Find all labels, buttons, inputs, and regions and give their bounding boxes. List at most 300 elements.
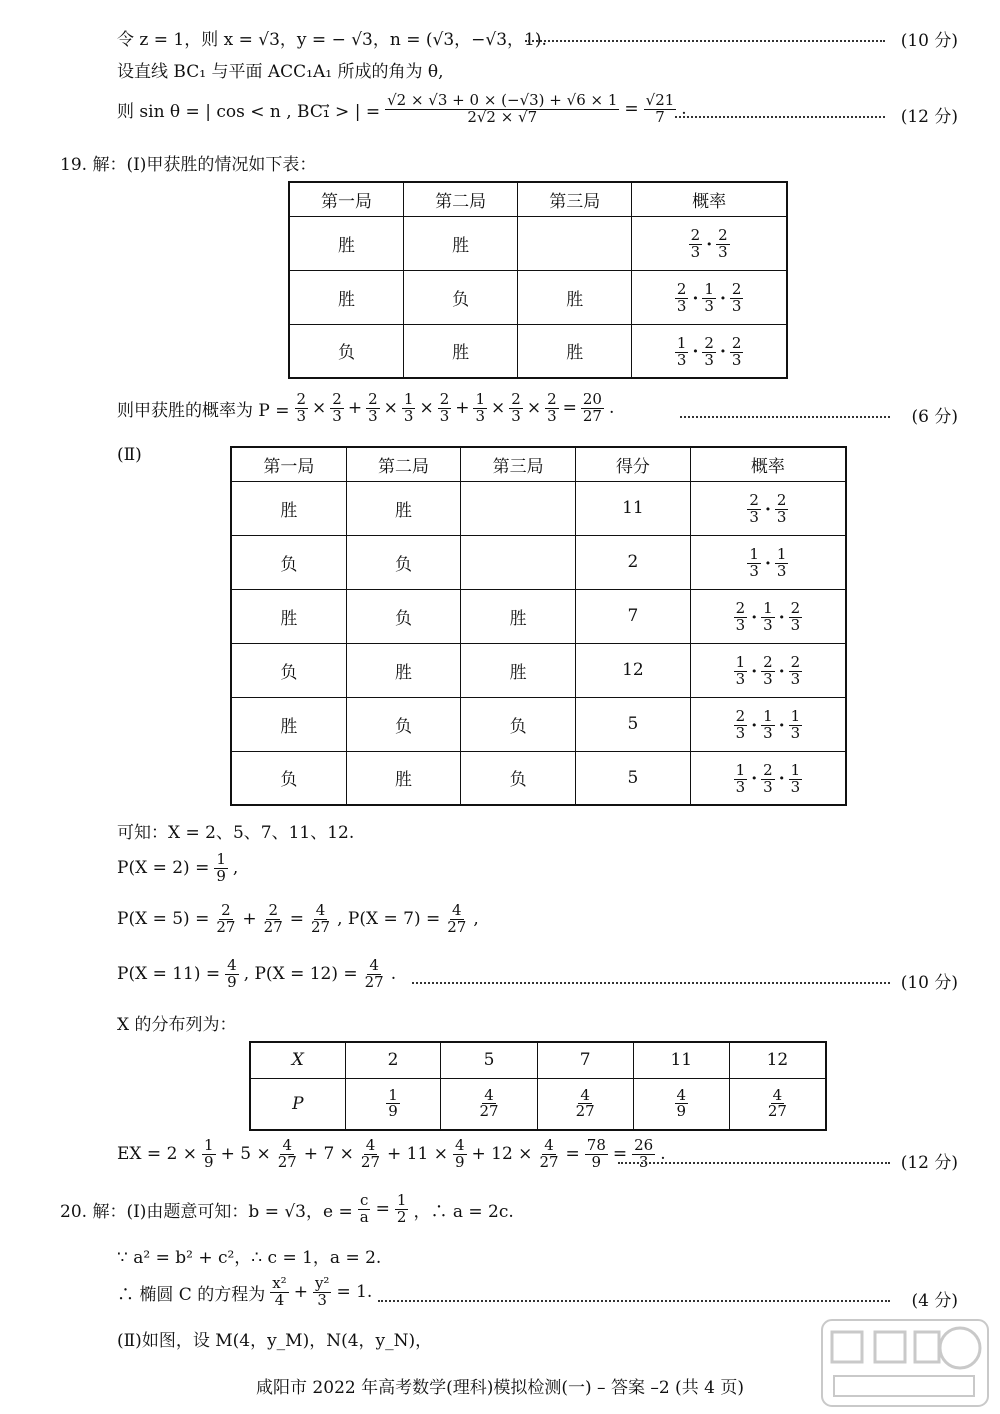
frac-den: 3 <box>439 406 450 425</box>
frac <box>632 1138 655 1171</box>
q19-heading-text: 19. 解：(Ⅰ)甲获胜的情况如下表： <box>60 155 317 175</box>
p-value <box>441 1078 537 1130</box>
table-cell: 2 <box>576 535 691 589</box>
frac-den: 3 <box>403 406 414 425</box>
multiply-dot: · <box>764 553 771 574</box>
q20-line-1-text: 20. 解：(Ⅰ)由题意可知：b = √3，e = <box>60 1201 353 1222</box>
frac-den: 9 <box>216 866 226 885</box>
frac-den: 27 <box>539 1152 559 1171</box>
q20-line-4 <box>117 1326 432 1351</box>
operator: + <box>455 398 470 419</box>
frac-den: 3 <box>676 350 687 369</box>
q20-line-2-text: ∵ a² = b² + c²，∴ c = 1，a = 2. <box>117 1248 382 1268</box>
frac-den: 27 <box>216 917 236 936</box>
probability-cell <box>690 535 846 589</box>
frac-num: 26 <box>634 1136 654 1154</box>
frac-den: 27 <box>263 917 283 936</box>
px5-lhs: P(X = 5) = <box>117 909 210 930</box>
px12-lhs: , P(X = 12) = <box>243 964 358 985</box>
score-12-b: (12 分) <box>900 1153 958 1173</box>
frac <box>262 903 285 936</box>
frac <box>734 709 748 742</box>
table-row <box>231 481 846 535</box>
frac-den: 3 <box>638 1152 649 1171</box>
frac-den: 3 <box>296 406 307 425</box>
ex-lhs: EX = 2 × <box>117 1144 198 1165</box>
table-cell: 负 <box>231 643 346 697</box>
q20-line-1 <box>60 1193 514 1226</box>
frac <box>270 1276 288 1309</box>
frac-num: 4 <box>365 1136 376 1154</box>
frac <box>359 1138 382 1171</box>
multiply-dot: · <box>706 234 713 255</box>
leader-dots <box>412 982 890 984</box>
frac-num: 1 <box>735 761 746 779</box>
frac <box>358 1193 371 1226</box>
frac <box>386 1085 400 1121</box>
frac-num: 4 <box>580 1085 590 1104</box>
frac-den: 27 <box>479 1102 499 1121</box>
frac-den: 3 <box>690 243 701 261</box>
frac-den: 3 <box>735 670 746 688</box>
plus: + <box>242 909 257 930</box>
frac-den: 3 <box>763 616 773 634</box>
multiply-dot: · <box>719 342 726 363</box>
period: . <box>608 398 615 419</box>
expectation-line <box>117 1138 666 1171</box>
x-value: 5 <box>441 1042 537 1078</box>
multiply-dot: · <box>692 342 699 363</box>
win-cases-table <box>288 181 788 379</box>
frac-den: 9 <box>227 972 237 991</box>
px11-line <box>117 958 396 991</box>
score-cases-table <box>230 446 847 806</box>
score-12-a: (12 分) <box>900 107 958 127</box>
frac-den: 27 <box>767 1102 787 1121</box>
frac-den: 7 <box>655 107 665 126</box>
prev-line-1-text: 令 z = 1，则 x = √3，y = − √3，n = (√3，−√3，1). <box>117 30 547 50</box>
table-cell: 7 <box>576 589 691 643</box>
frac-den: 3 <box>511 406 521 425</box>
probability-cell <box>632 216 787 270</box>
frac <box>545 392 559 425</box>
table-cell: 负 <box>461 697 576 751</box>
ellipse-eq-end: = 1. <box>336 1282 373 1303</box>
frac <box>581 392 604 425</box>
frac-den: 3 <box>735 616 746 634</box>
frac <box>716 228 730 261</box>
frac <box>276 1138 299 1171</box>
column-header: 概率 <box>690 447 846 481</box>
frac-den: 3 <box>368 406 378 425</box>
column-header: 第二局 <box>346 447 461 481</box>
table-cell: 负 <box>461 751 576 805</box>
frac-num: 4 <box>676 1085 687 1104</box>
multiply-dot: · <box>778 715 785 736</box>
table-cell: 5 <box>576 697 691 751</box>
p-value <box>537 1078 633 1130</box>
px2-frac <box>214 852 228 885</box>
operator: + <box>347 398 363 419</box>
frac-den: 3 <box>547 406 557 425</box>
frac-den: 2 <box>396 1207 407 1226</box>
frac-num: 1 <box>790 761 801 779</box>
probability-cell <box>690 481 846 535</box>
frac-num: 2 <box>731 280 742 299</box>
x-value: 2 <box>345 1042 441 1078</box>
frac-den: 3 <box>790 777 801 796</box>
frac-den: 27 <box>311 917 331 936</box>
frac-den: 9 <box>204 1152 214 1171</box>
frac <box>477 1085 500 1121</box>
frac-num: 1 <box>776 545 787 564</box>
frac-num: 1 <box>388 1085 398 1104</box>
probability-cell <box>690 697 846 751</box>
probability-cell <box>690 589 846 643</box>
leader-dots <box>525 40 885 42</box>
table-cell: 胜 <box>404 324 518 378</box>
leader-dots <box>675 116 885 118</box>
frac-den: 3 <box>763 670 773 688</box>
frac-den: 3 <box>790 616 801 634</box>
frac-den: 3 <box>676 297 687 315</box>
frac <box>295 392 309 425</box>
table-cell: 胜 <box>231 697 346 751</box>
table-row <box>250 1042 826 1078</box>
comma: , <box>232 858 239 879</box>
frac <box>585 1138 608 1171</box>
frac <box>702 336 716 369</box>
frac-den: 3 <box>790 670 801 688</box>
q20-line-1-end: ，∴ a = 2c. <box>413 1201 514 1222</box>
multiply-dot: · <box>778 607 785 628</box>
ellipse-eq-lhs: ∴ 椭圆 C 的方程为 <box>117 1284 266 1305</box>
frac-den: 9 <box>591 1152 602 1171</box>
column-header: 第二局 <box>404 182 518 216</box>
equals: = <box>375 1199 390 1220</box>
frac-num: 2 <box>735 599 746 618</box>
x-value: 12 <box>729 1042 826 1078</box>
table-cell <box>461 535 576 589</box>
x-values-line <box>117 818 354 843</box>
dist-title <box>117 1010 237 1035</box>
frac-den: 3 <box>735 724 746 742</box>
frac-num: 1 <box>403 390 414 408</box>
table-header-row <box>231 447 846 481</box>
probability-product <box>733 709 803 742</box>
frac-num: 4 <box>315 901 326 919</box>
comma: , <box>473 909 479 930</box>
q20-line-2 <box>117 1243 381 1268</box>
multiply-dot: · <box>751 607 758 628</box>
table-cell: 胜 <box>289 216 404 270</box>
prev-line-2 <box>117 57 444 82</box>
frac-num: 4 <box>544 1136 554 1154</box>
q20-line-3 <box>117 1276 372 1309</box>
score-4: (4 分) <box>911 1291 958 1311</box>
frac-den: 3 <box>776 562 787 580</box>
frac <box>330 392 344 425</box>
table-cell: 负 <box>231 535 346 589</box>
frac-num: 2 <box>221 901 231 919</box>
table-cell: 5 <box>576 751 691 805</box>
frac-num: 1 <box>704 280 714 299</box>
leader-dots <box>680 416 890 418</box>
prev-line-3 <box>117 93 687 126</box>
frac-den: 9 <box>454 1152 465 1171</box>
probability-product <box>688 228 731 261</box>
probability-product <box>746 547 789 580</box>
frac-num: 2 <box>332 390 342 408</box>
frac <box>747 493 761 526</box>
frac-num: 2 <box>268 901 278 919</box>
frac-den: 27 <box>447 917 467 936</box>
part-2-text: (Ⅱ) <box>117 445 142 465</box>
px5-line <box>117 903 479 936</box>
table-cell: 负 <box>346 535 461 589</box>
frac-num: x² <box>272 1274 287 1292</box>
frac-den: 3 <box>718 243 728 261</box>
column-header: 得分 <box>576 447 691 481</box>
frac-num: 2 <box>718 226 728 245</box>
p-value <box>345 1078 441 1130</box>
frac-num: 2 <box>547 390 557 408</box>
table-row <box>231 697 846 751</box>
table-cell: 胜 <box>346 751 461 805</box>
frac <box>761 601 775 634</box>
operator: × <box>312 398 327 419</box>
frac-num: 2 <box>368 390 378 408</box>
column-header: 第三局 <box>518 182 632 216</box>
term: + 11 × <box>387 1144 448 1165</box>
frac-num: 2 <box>704 334 714 352</box>
px2-line <box>117 852 238 885</box>
probability-product <box>674 282 744 315</box>
frac-den: 27 <box>277 1152 297 1171</box>
term: + 12 × <box>471 1144 533 1165</box>
multiply-dot: · <box>692 288 699 309</box>
frac <box>313 1276 332 1309</box>
frac-den: 3 <box>749 508 759 526</box>
frac-num: 2 <box>296 390 307 408</box>
probability-product <box>733 601 803 634</box>
p-value <box>729 1078 826 1130</box>
column-header: 第一局 <box>231 447 346 481</box>
frac-num: 1 <box>676 334 687 352</box>
frac-den: 3 <box>332 406 342 425</box>
probability-cell <box>690 751 846 805</box>
frac <box>734 655 748 688</box>
x-label: X <box>250 1042 345 1078</box>
period: . <box>660 1144 666 1165</box>
term: + 5 × <box>220 1144 271 1165</box>
table-cell: 胜 <box>346 481 461 535</box>
frac-num: 4 <box>452 901 462 919</box>
frac <box>675 336 689 369</box>
multiply-dot: · <box>751 715 758 736</box>
frac <box>730 282 744 315</box>
win-probability-expr <box>294 392 605 425</box>
frac-num: 20 <box>582 390 602 408</box>
column-header: 第一局 <box>289 182 404 216</box>
x-values-text: 可知：X = 2、5、7、11、12. <box>117 823 355 843</box>
frac <box>689 228 703 261</box>
frac <box>730 336 744 369</box>
multiply-dot: · <box>778 769 785 790</box>
table-cell: 12 <box>576 643 691 697</box>
table-row <box>289 324 787 378</box>
frac-num: 1 <box>204 1136 214 1154</box>
frac-num: 2 <box>731 334 742 352</box>
frac-den: 3 <box>749 562 759 580</box>
period: . <box>681 99 687 120</box>
p-value <box>633 1078 729 1130</box>
watermark-logo <box>820 1318 990 1408</box>
frac <box>775 493 789 526</box>
frac-num: 1 <box>396 1191 407 1209</box>
frac <box>675 1085 689 1121</box>
equals: = <box>565 1144 580 1165</box>
sin-theta-fraction <box>385 93 619 126</box>
frac-num: 4 <box>369 956 379 974</box>
multiply-dot: · <box>719 288 726 309</box>
frac-num: 2 <box>790 599 801 618</box>
column-header: 第三局 <box>461 447 576 481</box>
page-footer: 咸阳市 2022 年高考数学(理科)模拟检测(一) – 答案 –2 (共 4 页) <box>256 1378 744 1398</box>
table-cell: 负 <box>289 324 404 378</box>
term: + 7 × <box>303 1144 354 1165</box>
frac <box>747 547 761 580</box>
frac-num: 78 <box>586 1136 606 1154</box>
table-cell: 胜 <box>518 324 632 378</box>
frac <box>202 1138 216 1171</box>
frac <box>789 601 803 634</box>
frac <box>309 903 332 936</box>
table-cell: 胜 <box>289 270 404 324</box>
frac-den: 3 <box>731 297 742 315</box>
multiply-dot: · <box>751 769 758 790</box>
distribution-table <box>249 1041 827 1131</box>
table-row <box>231 643 846 697</box>
frac-num: 1 <box>216 850 226 868</box>
table-row <box>231 751 846 805</box>
frac-num: c <box>359 1191 369 1209</box>
frac <box>761 655 775 688</box>
frac <box>789 709 803 742</box>
frac <box>775 547 789 580</box>
equals: = <box>612 1144 628 1165</box>
q20-line-4-text: (Ⅱ)如图，设 M(4，y_M)，N(4，y_N)， <box>117 1331 433 1351</box>
frac-num: 2 <box>790 653 801 672</box>
frac <box>402 392 416 425</box>
table-row <box>231 535 846 589</box>
frac <box>675 282 689 315</box>
table-cell: 胜 <box>231 589 346 643</box>
table-row <box>250 1078 826 1130</box>
frac <box>734 763 748 796</box>
leader-dots <box>378 1300 890 1302</box>
score-6: (6 分) <box>911 407 958 427</box>
frac-num: 1 <box>763 599 773 618</box>
frac <box>537 1138 560 1171</box>
part-2-label <box>117 445 142 465</box>
frac-den: 3 <box>735 777 746 796</box>
frac-den: 3 <box>763 724 773 742</box>
table-cell: 胜 <box>231 481 346 535</box>
p-label: P <box>250 1078 345 1130</box>
frac <box>734 601 748 634</box>
probability-product <box>733 763 803 796</box>
frac <box>702 282 716 315</box>
plus: + <box>293 1282 308 1303</box>
prev-line-2-text: 设直线 BC₁ 与平面 ACC₁A₁ 所成的角为 θ, <box>117 62 444 82</box>
prev-line-1 <box>117 25 547 50</box>
frac-num: 2 <box>763 653 773 672</box>
table-cell <box>518 216 632 270</box>
multiply-dot: · <box>778 661 785 682</box>
probability-cell <box>690 643 846 697</box>
frac-num: 2 <box>676 280 687 299</box>
table-cell: 胜 <box>346 643 461 697</box>
table-row <box>289 270 787 324</box>
frac <box>789 655 803 688</box>
table-cell: 胜 <box>461 643 576 697</box>
frac-den: 9 <box>388 1102 398 1121</box>
column-header: 概率 <box>632 182 787 216</box>
period: . <box>390 964 397 985</box>
table-cell: 负 <box>404 270 518 324</box>
table-cell: 11 <box>576 481 691 535</box>
win-probability-lhs: 则甲获胜的概率为 P = <box>117 400 290 421</box>
frac-num: 2 <box>763 761 773 779</box>
win-probability-line <box>117 392 614 425</box>
px7-lhs: , P(X = 7) = <box>337 909 441 930</box>
frac <box>761 763 775 796</box>
frac-den: 3 <box>776 508 787 526</box>
frac-num: √2 × √3 + 0 × (−√3) + √6 × 1 <box>387 91 618 109</box>
probability-cell <box>632 324 787 378</box>
equals: = <box>624 99 639 120</box>
equals: = <box>289 909 305 930</box>
frac-num: 1 <box>475 390 486 408</box>
frac-den: 3 <box>731 350 742 369</box>
frac-den: 27 <box>364 972 384 991</box>
frac <box>509 392 523 425</box>
frac-den: 4 <box>274 1290 285 1309</box>
frac-num: 4 <box>484 1085 494 1104</box>
table-cell: 负 <box>346 589 461 643</box>
frac-num: 2 <box>735 707 746 726</box>
frac-num: 2 <box>690 226 701 245</box>
frac <box>761 709 775 742</box>
px11-lhs: P(X = 11) = <box>117 964 221 985</box>
sin-theta-lhs: 则 sin θ = | cos < n , BC₁⃗ > | = <box>117 101 381 122</box>
frac-num: 2 <box>511 390 521 408</box>
sin-theta-result <box>644 93 677 126</box>
operator: × <box>491 398 506 419</box>
frac-den: 27 <box>582 406 602 425</box>
table-cell: 负 <box>231 751 346 805</box>
frac-den: 3 <box>475 406 486 425</box>
frac-num: 4 <box>772 1085 783 1104</box>
frac-num: y² <box>314 1274 330 1292</box>
frac-num: 4 <box>227 956 237 974</box>
table-header-row <box>289 182 787 216</box>
frac-den: 3 <box>790 724 801 742</box>
table-cell: 胜 <box>404 216 518 270</box>
frac <box>766 1085 789 1121</box>
frac-num: 2 <box>749 491 759 510</box>
